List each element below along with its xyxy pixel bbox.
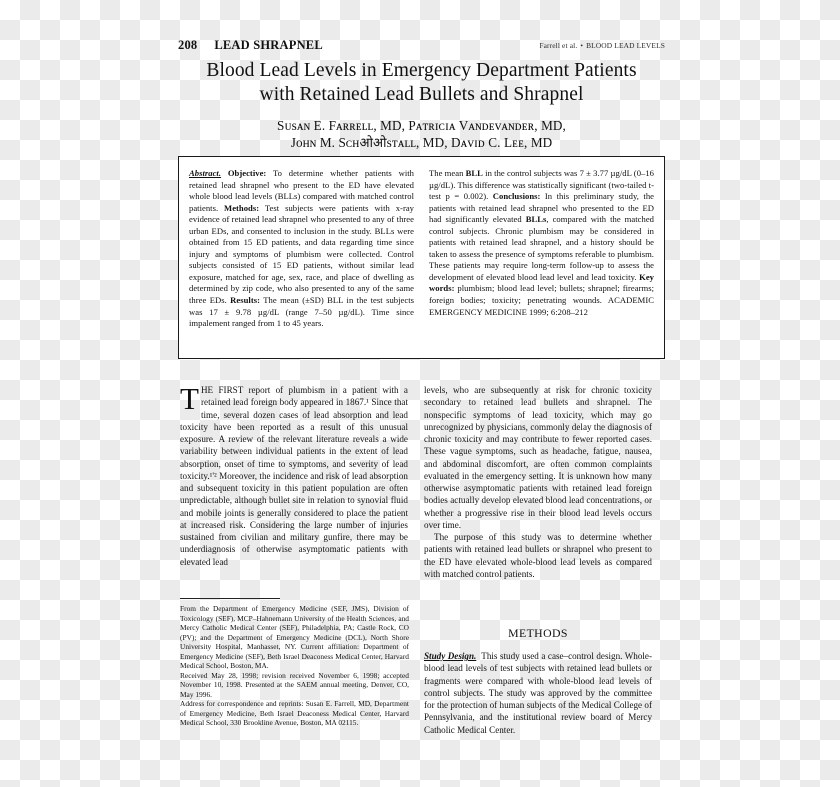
study-design-paragraph — [424, 650, 652, 736]
abstract-column-right — [429, 168, 654, 330]
abstract-text-right: The mean BLL in the control subjects was 7 ± 3.77 µg/dL (0–16 µg/dL). This difference was statistically significant (two-tailed t-test p = 0.002). Conclusions: In this preliminary study, the patients with retained lead shrapnel who presented to the ED had significantly elevated BLLs, compared with the matched control subjects. Chronic plumbism may be considered in patients with retained lead shrapnel, and a history should be taken to assess the presence of symptoms referable to plumbism. These patients may require long-term follow-up to assess the development of elevated blood lead level and lead toxicity. Key words: plumbism; blood lead level; bullets; shrapnel; firearms; foreign bodies; toxicity; penetrating wounds. ACADEMIC EMERGENCY MEDICINE 1999; 6:208–212 — [429, 168, 654, 317]
running-head-section-title: LEAD SHRAPNEL — [214, 38, 323, 52]
intro-paragraph-text: HE FIRST report of plumbism in a patient with a retained lead foreign body appeared in 1867.¹ Since that time, several dozen cases of lead absorption and lead toxicity have been reported as a result of this unusual exposure. A review of the relevant literature reveals a wide variability between individual patients in the extent of lead absorption, onset of time to symptoms, and severity of lead toxicity.¹'² Moreover, the incidence and risk of lead absorption and subsequent toxicity in this patient population are often unpredictable, although bullet site in relation to synovial fluid and mobile joints is generally considered to place the patient at increased risk. Considering the large number of injuries sustained from civilian and military gunfire, there may be underdiagnosis of otherwise asymptomatic patients with elevated lead — [180, 385, 408, 567]
title-line-1: Blood Lead Levels in Emergency Department Patients — [206, 60, 637, 81]
abstract-text-left: Objective: To determine whether patients with retained lead shrapnel who present to the ED have elevated whole blood lead levels (BLLs) compared with matched control patients. Methods: Test subjects were patients with x-ray evidence of retained lead shrapnel who presented to any of three urban EDs, and consented to inclusion in the study. BLLs were obtained from 15 ED patients, and data regarding time since injury and symptoms of plumbism were collected. Control subjects consisted of 15 ED patients, without similar lead exposure, matched for age, sex, race, and place of dwelling as determined by zip code, who also presented to any of the same three EDs. Results: The mean (±SD) BLL in the test subjects was 17 ± 9.78 µg/dL (range 7–50 µg/dL). Time since impalement ranged from 1 to 45 years. — [189, 168, 415, 329]
intro-paragraph — [180, 381, 408, 568]
title-block — [178, 59, 665, 151]
intro-paragraph-continued: levels, who are subsequently at risk for chronic toxicity secondary to retained lead bullets and shrapnel. The nonspecific symptoms of lead toxicity, which may go unrecognized by physicians, commonly delay the diagnosis of chronic toxicity and may contribute to fewer reported cases. These vague symptoms, such as headache, fatigue, nausea, and abdominal discomfort, are often common complaints evaluated in the emergency setting. It is unknown how many otherwise asymptomatic patients with retained lead foreign bodies actually develop elevated blood lead concentrations, or whether a progressive rise in their blood lead levels occurs over time. — [424, 385, 652, 530]
abstract-columns — [189, 168, 654, 330]
running-head — [178, 38, 665, 54]
body-column-left — [180, 381, 408, 568]
study-design-label: Study Design. — [424, 651, 477, 661]
running-head-right — [539, 41, 665, 50]
section-heading-methods: METHODS — [508, 626, 568, 640]
author-line-2: Jᴏʜɴ M. Sᴄʜओओѕᴛᴀʟʟ, MD, Dᴀᴠɪᴅ C. Lᴇᴇ, MD — [290, 135, 553, 150]
study-design-text: This study used a case–control design. Whole-blood lead levels of test subjects with retained lead bullets or fragments were compared with whole-blood lead levels of control subjects. The study was approved by the committee for the protection of human subjects of the Medical College of Pennsylvania, and the institutional review board of Mercy Catholic Medical Center. — [424, 651, 652, 735]
footnote-block — [180, 604, 409, 728]
methods-body — [424, 650, 652, 736]
abstract-label: Abstract. — [189, 168, 222, 178]
author-list — [178, 117, 665, 151]
author-line-1: Sᴜsᴀɴ E. Fᴀʀʀᴇʟʟ, MD, Pᴀᴛʀɪᴄɪᴀ Vᴀɴᴅᴇᴠᴀɴᴅᴇʀ, MD, — [277, 118, 566, 133]
abstract-box — [178, 156, 665, 359]
footnote-dates: Received May 28, 1998; revision received November 6, 1998; accepted November 10, 1998. Presented at the SAEM annual meeting, Denver, CO, May 1996. — [180, 670, 409, 699]
purpose-paragraph: The purpose of this study was to determine whether patients with retained lead bullets or shrapnel who present to the ED have elevated whole-blood lead levels as compared with matched control patients. — [424, 532, 652, 579]
abstract-column-left — [189, 168, 414, 330]
title-line-2: with Retained Lead Bullets and Shrapnel — [259, 84, 584, 105]
footnote-affiliation: From the Department of Emergency Medicine (SEF, JMS), Division of Toxicology (SEF), MCP–Hahnemann University of the Health Sciences, and Mercy Catholic Medical Center (SEF), Philadelphia, PA; Castle Rock, CO (PV); and the Department of Emergency Medicine (DCL), North Shore University Hospital, Manhasset, NY. Current affiliation: Department of Emergency Medicine (SEF), Beth Israel Deaconess Medical Center, Harvard Medical School, Boston, MA. — [180, 604, 409, 670]
footnote-correspondence: Address for correspondence and reprints: Susan E. Farrell, MD, Department of Emergency Medicine, Beth Israel Deaconess Medical Center, Harvard Medical School, 330 Brookline Avenue, Boston, MA 02115. — [180, 699, 409, 727]
drop-cap: T — [180, 381, 199, 416]
bullet-separator-icon: • — [580, 41, 584, 50]
page-title — [178, 59, 665, 107]
page-number: 208 — [178, 38, 198, 52]
running-head-authors: Farrell et al. — [539, 41, 578, 50]
body-column-right — [424, 384, 652, 580]
running-head-left — [178, 38, 323, 53]
footnote-divider — [180, 598, 280, 599]
running-head-journal: BLOOD LEAD LEVELS — [586, 41, 665, 50]
